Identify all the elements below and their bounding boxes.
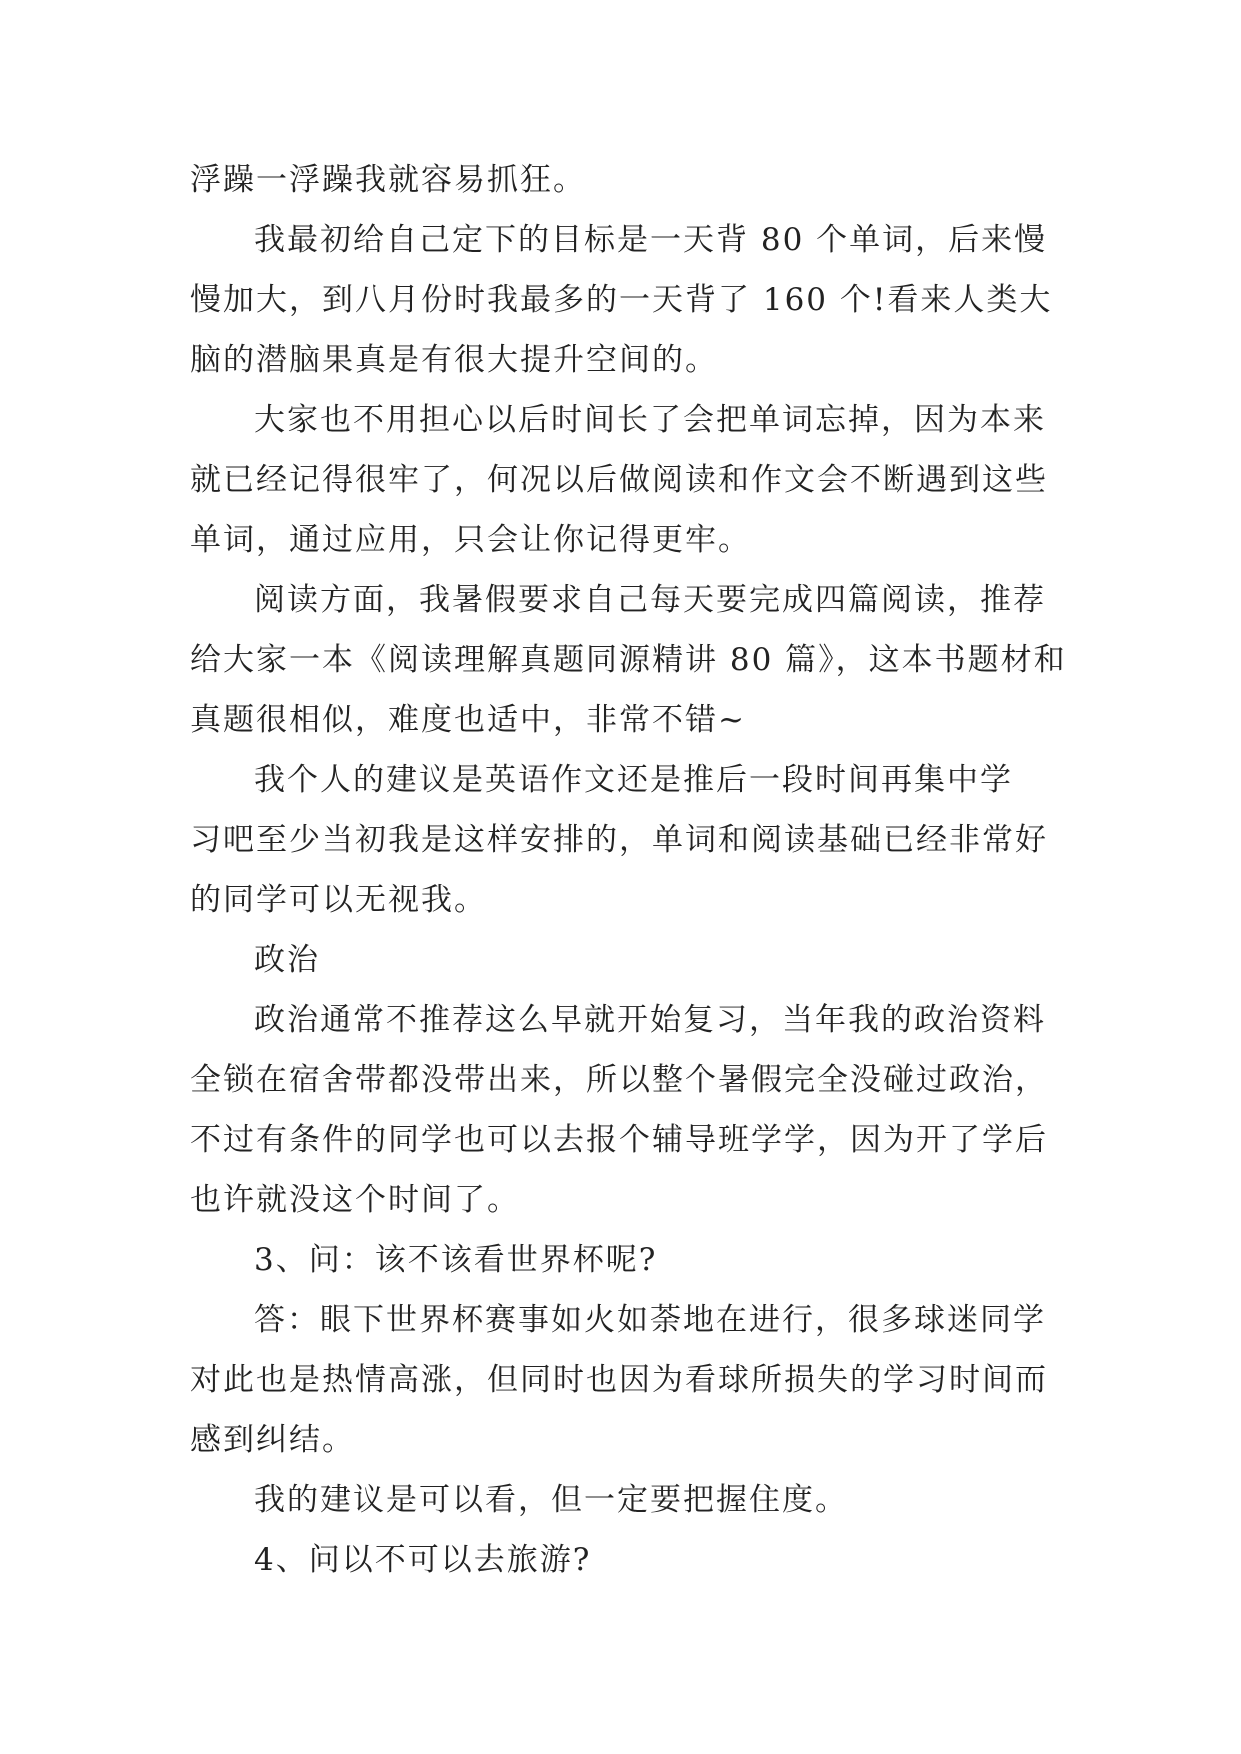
question-line: 4、问以不可以去旅游? <box>254 1542 592 1578</box>
text-line: 浮躁一浮躁我就容易抓狂。 <box>190 162 586 198</box>
text-line: 感到纠结。 <box>190 1422 355 1458</box>
question-line: 3、问：该不该看世界杯呢? <box>254 1242 658 1278</box>
text-line: 大家也不用担心以后时间长了会把单词忘掉，因为本来 <box>254 402 1046 438</box>
text-line: 我最初给自己定下的目标是一天背 80 个单词，后来慢 <box>254 222 1048 258</box>
text-line: 对此也是热情高涨，但同时也因为看球所损失的学习时间而 <box>190 1362 1048 1398</box>
text-line: 习吧至少当初我是这样安排的，单词和阅读基础已经非常好 <box>190 822 1048 858</box>
text-line: 不过有条件的同学也可以去报个辅导班学学，因为开了学后 <box>190 1122 1048 1158</box>
text-line: 我的建议是可以看，但一定要把握住度。 <box>254 1482 848 1518</box>
text-line: 慢加大，到八月份时我最多的一天背了 160 个!看来人类大 <box>190 282 1053 318</box>
text-line: 政治通常不推荐这么早就开始复习，当年我的政治资料 <box>254 1002 1046 1038</box>
text-line: 我个人的建议是英语作文还是推后一段时间再集中学 <box>254 762 1013 798</box>
text-line: 阅读方面，我暑假要求自己每天要完成四篇阅读，推荐 <box>254 582 1046 618</box>
text-line: 给大家一本《阅读理解真题同源精讲 80 篇》，这本书题材和 <box>190 642 1067 678</box>
answer-line: 答：眼下世界杯赛事如火如荼地在进行，很多球迷同学 <box>254 1302 1046 1338</box>
text-line: 的同学可以无视我。 <box>190 882 487 918</box>
text-line: 单词，通过应用，只会让你记得更牢。 <box>190 522 751 558</box>
text-line: 也许就没这个时间了。 <box>190 1182 520 1218</box>
text-line: 脑的潜脑果真是有很大提升空间的。 <box>190 342 718 378</box>
text-line: 真题很相似，难度也适中，非常不错~ <box>190 702 746 738</box>
text-line: 全锁在宿舍带都没带出来，所以整个暑假完全没碰过政治， <box>190 1062 1048 1098</box>
section-heading: 政治 <box>254 942 320 978</box>
text-line: 就已经记得很牢了，何况以后做阅读和作文会不断遇到这些 <box>190 462 1048 498</box>
